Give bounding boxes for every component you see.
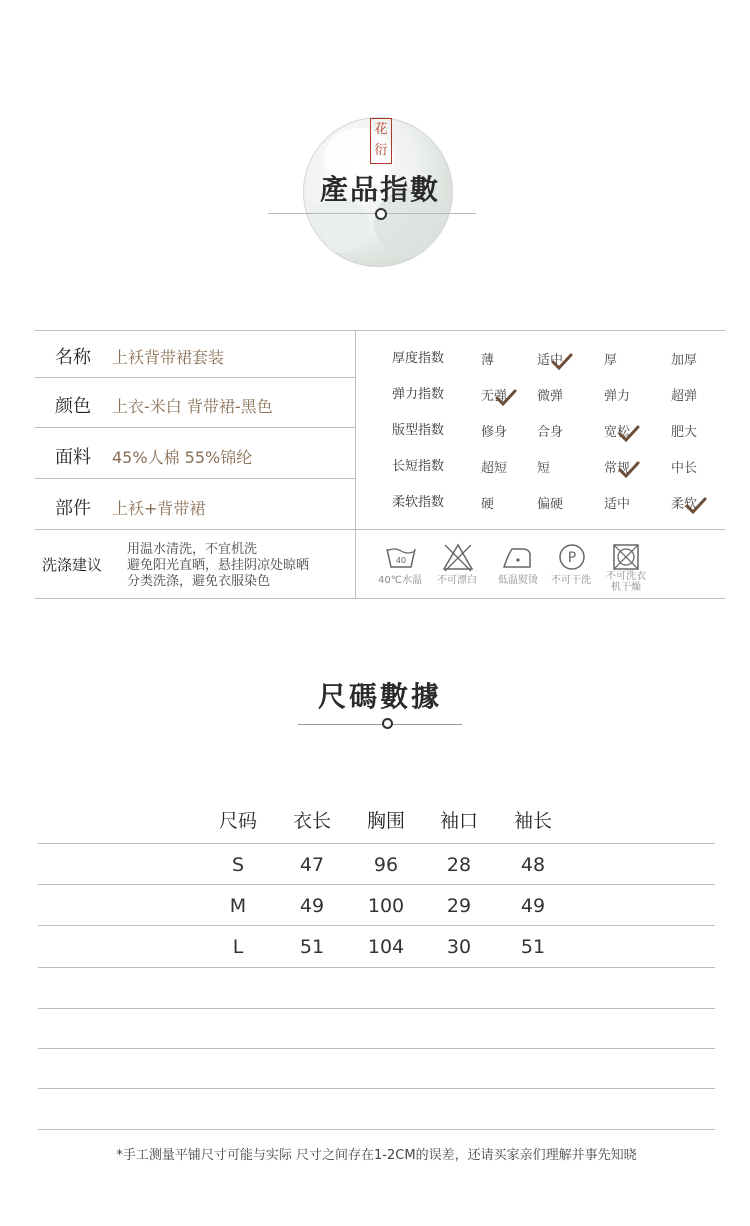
index-label: 版型指数 <box>392 423 445 438</box>
index-label: 长短指数 <box>392 459 445 474</box>
caption-line: 机干燥 <box>611 582 641 593</box>
table-rule <box>38 1048 715 1049</box>
low-iron-icon <box>500 541 534 573</box>
no-tumble-dry-caption <box>591 571 661 593</box>
index-option: 宽松 <box>604 425 631 440</box>
header-sleeve: 袖长 <box>513 810 552 832</box>
selected-check-icon <box>685 497 707 515</box>
no-bleach-caption: 不可漂白 <box>437 575 477 586</box>
svg-text:P: P <box>567 550 577 566</box>
selected-check-icon <box>618 425 640 443</box>
size-title-ring-icon <box>382 718 393 729</box>
header-bust: 胸围 <box>366 810 405 832</box>
index-option: 超弹 <box>671 389 698 404</box>
index-option: 超短 <box>481 461 508 476</box>
measurement-note: *手工测量平铺尺寸可能与实际 尺寸之间存在1-2CM的误差，还请买家亲们理解并事先知晓 <box>116 1148 637 1163</box>
row-rule <box>35 478 355 479</box>
row-rule <box>35 529 725 530</box>
index-option: 适中 <box>604 497 631 512</box>
fabric-label: 面料 <box>55 447 91 468</box>
table-rule <box>38 925 715 926</box>
measurement-cell: 96 <box>373 854 399 876</box>
size-cell: L <box>232 936 244 958</box>
index-option: 无弹 <box>481 389 508 404</box>
table-bottom-rule <box>35 598 725 599</box>
measurement-cell: 48 <box>520 854 546 876</box>
measurement-cell: 29 <box>446 895 472 917</box>
index-option: 中长 <box>671 461 698 476</box>
selected-check-icon <box>618 461 640 479</box>
no-dryclean-icon <box>555 541 589 573</box>
index-option: 加厚 <box>671 353 698 368</box>
header-size: 尺码 <box>218 810 257 832</box>
table-rule <box>38 1088 715 1089</box>
parts-label: 部件 <box>55 498 91 519</box>
header-length: 衣长 <box>292 810 331 832</box>
product-index-title: 產品指數 <box>319 173 440 206</box>
badge-divider <box>268 213 476 214</box>
selected-check-icon <box>551 353 573 371</box>
no-dryclean-caption: 不可干洗 <box>551 575 591 586</box>
table-rule <box>38 967 715 968</box>
care-line: 避免阳光直晒，悬挂阴凉处晾晒 <box>127 558 310 573</box>
index-label: 弹力指数 <box>392 387 445 402</box>
color-value: 上衣-米白 背带裙-黑色 <box>112 397 273 416</box>
wash-40-icon <box>384 541 418 573</box>
parts-value: 上袄+背带裙 <box>112 499 206 518</box>
column-divider <box>355 330 356 598</box>
measurement-cell: 47 <box>299 854 325 876</box>
wash-40-caption: 40℃水温 <box>378 575 422 586</box>
table-rule <box>38 1008 715 1009</box>
size-data-title: 尺碼數據 <box>317 680 442 713</box>
care-label: 洗涤建议 <box>42 556 103 574</box>
name-label: 名称 <box>55 347 91 368</box>
size-cell: S <box>231 854 245 876</box>
index-option: 薄 <box>481 353 495 368</box>
size-cell: M <box>229 895 247 917</box>
index-option: 修身 <box>481 425 508 440</box>
color-label: 颜色 <box>55 396 91 417</box>
index-option: 合身 <box>537 425 564 440</box>
index-option: 厚 <box>604 353 618 368</box>
measurement-cell: 51 <box>299 936 325 958</box>
measurement-cell: 100 <box>367 895 405 917</box>
measurement-cell: 30 <box>446 936 472 958</box>
index-option: 短 <box>537 461 551 476</box>
table-rule <box>38 1129 715 1130</box>
index-option: 常规 <box>604 461 631 476</box>
brand-seal: 花衍 <box>370 118 392 164</box>
care-line: 分类洗涤，避免衣服染色 <box>127 574 271 589</box>
index-option: 柔软 <box>671 497 698 512</box>
low-iron-caption: 低温熨烫 <box>498 575 538 586</box>
measurement-cell: 49 <box>520 895 546 917</box>
caption-line: 不可洗衣 <box>606 571 646 582</box>
selected-check-icon <box>495 389 517 407</box>
index-option: 偏硬 <box>537 497 564 512</box>
table-rule <box>38 884 715 885</box>
index-option: 硬 <box>481 497 495 512</box>
index-option: 肥大 <box>671 425 698 440</box>
index-label: 厚度指数 <box>392 351 445 366</box>
fabric-value: 45%人棉 55%锦纶 <box>112 448 253 467</box>
measurement-cell: 104 <box>367 936 405 958</box>
badge-ring-icon <box>375 208 387 220</box>
header-cuff: 袖口 <box>439 810 478 832</box>
measurement-cell: 49 <box>299 895 325 917</box>
svg-text:40: 40 <box>395 556 407 565</box>
index-label: 柔软指数 <box>392 495 445 510</box>
measurement-cell: 28 <box>446 854 472 876</box>
care-line: 用温水清洗，不宜机洗 <box>127 542 258 557</box>
no-bleach-icon <box>441 541 475 573</box>
table-rule <box>38 843 715 844</box>
table-top-rule <box>35 330 725 331</box>
index-option: 弹力 <box>604 389 631 404</box>
index-option: 微弹 <box>537 389 564 404</box>
name-value: 上袄背带裙套装 <box>112 348 225 367</box>
row-rule <box>35 377 355 378</box>
index-option: 适中 <box>537 353 564 368</box>
size-title-divider <box>298 724 462 725</box>
measurement-cell: 51 <box>520 936 546 958</box>
row-rule <box>35 427 355 428</box>
no-tumble-dry-icon <box>609 541 643 573</box>
